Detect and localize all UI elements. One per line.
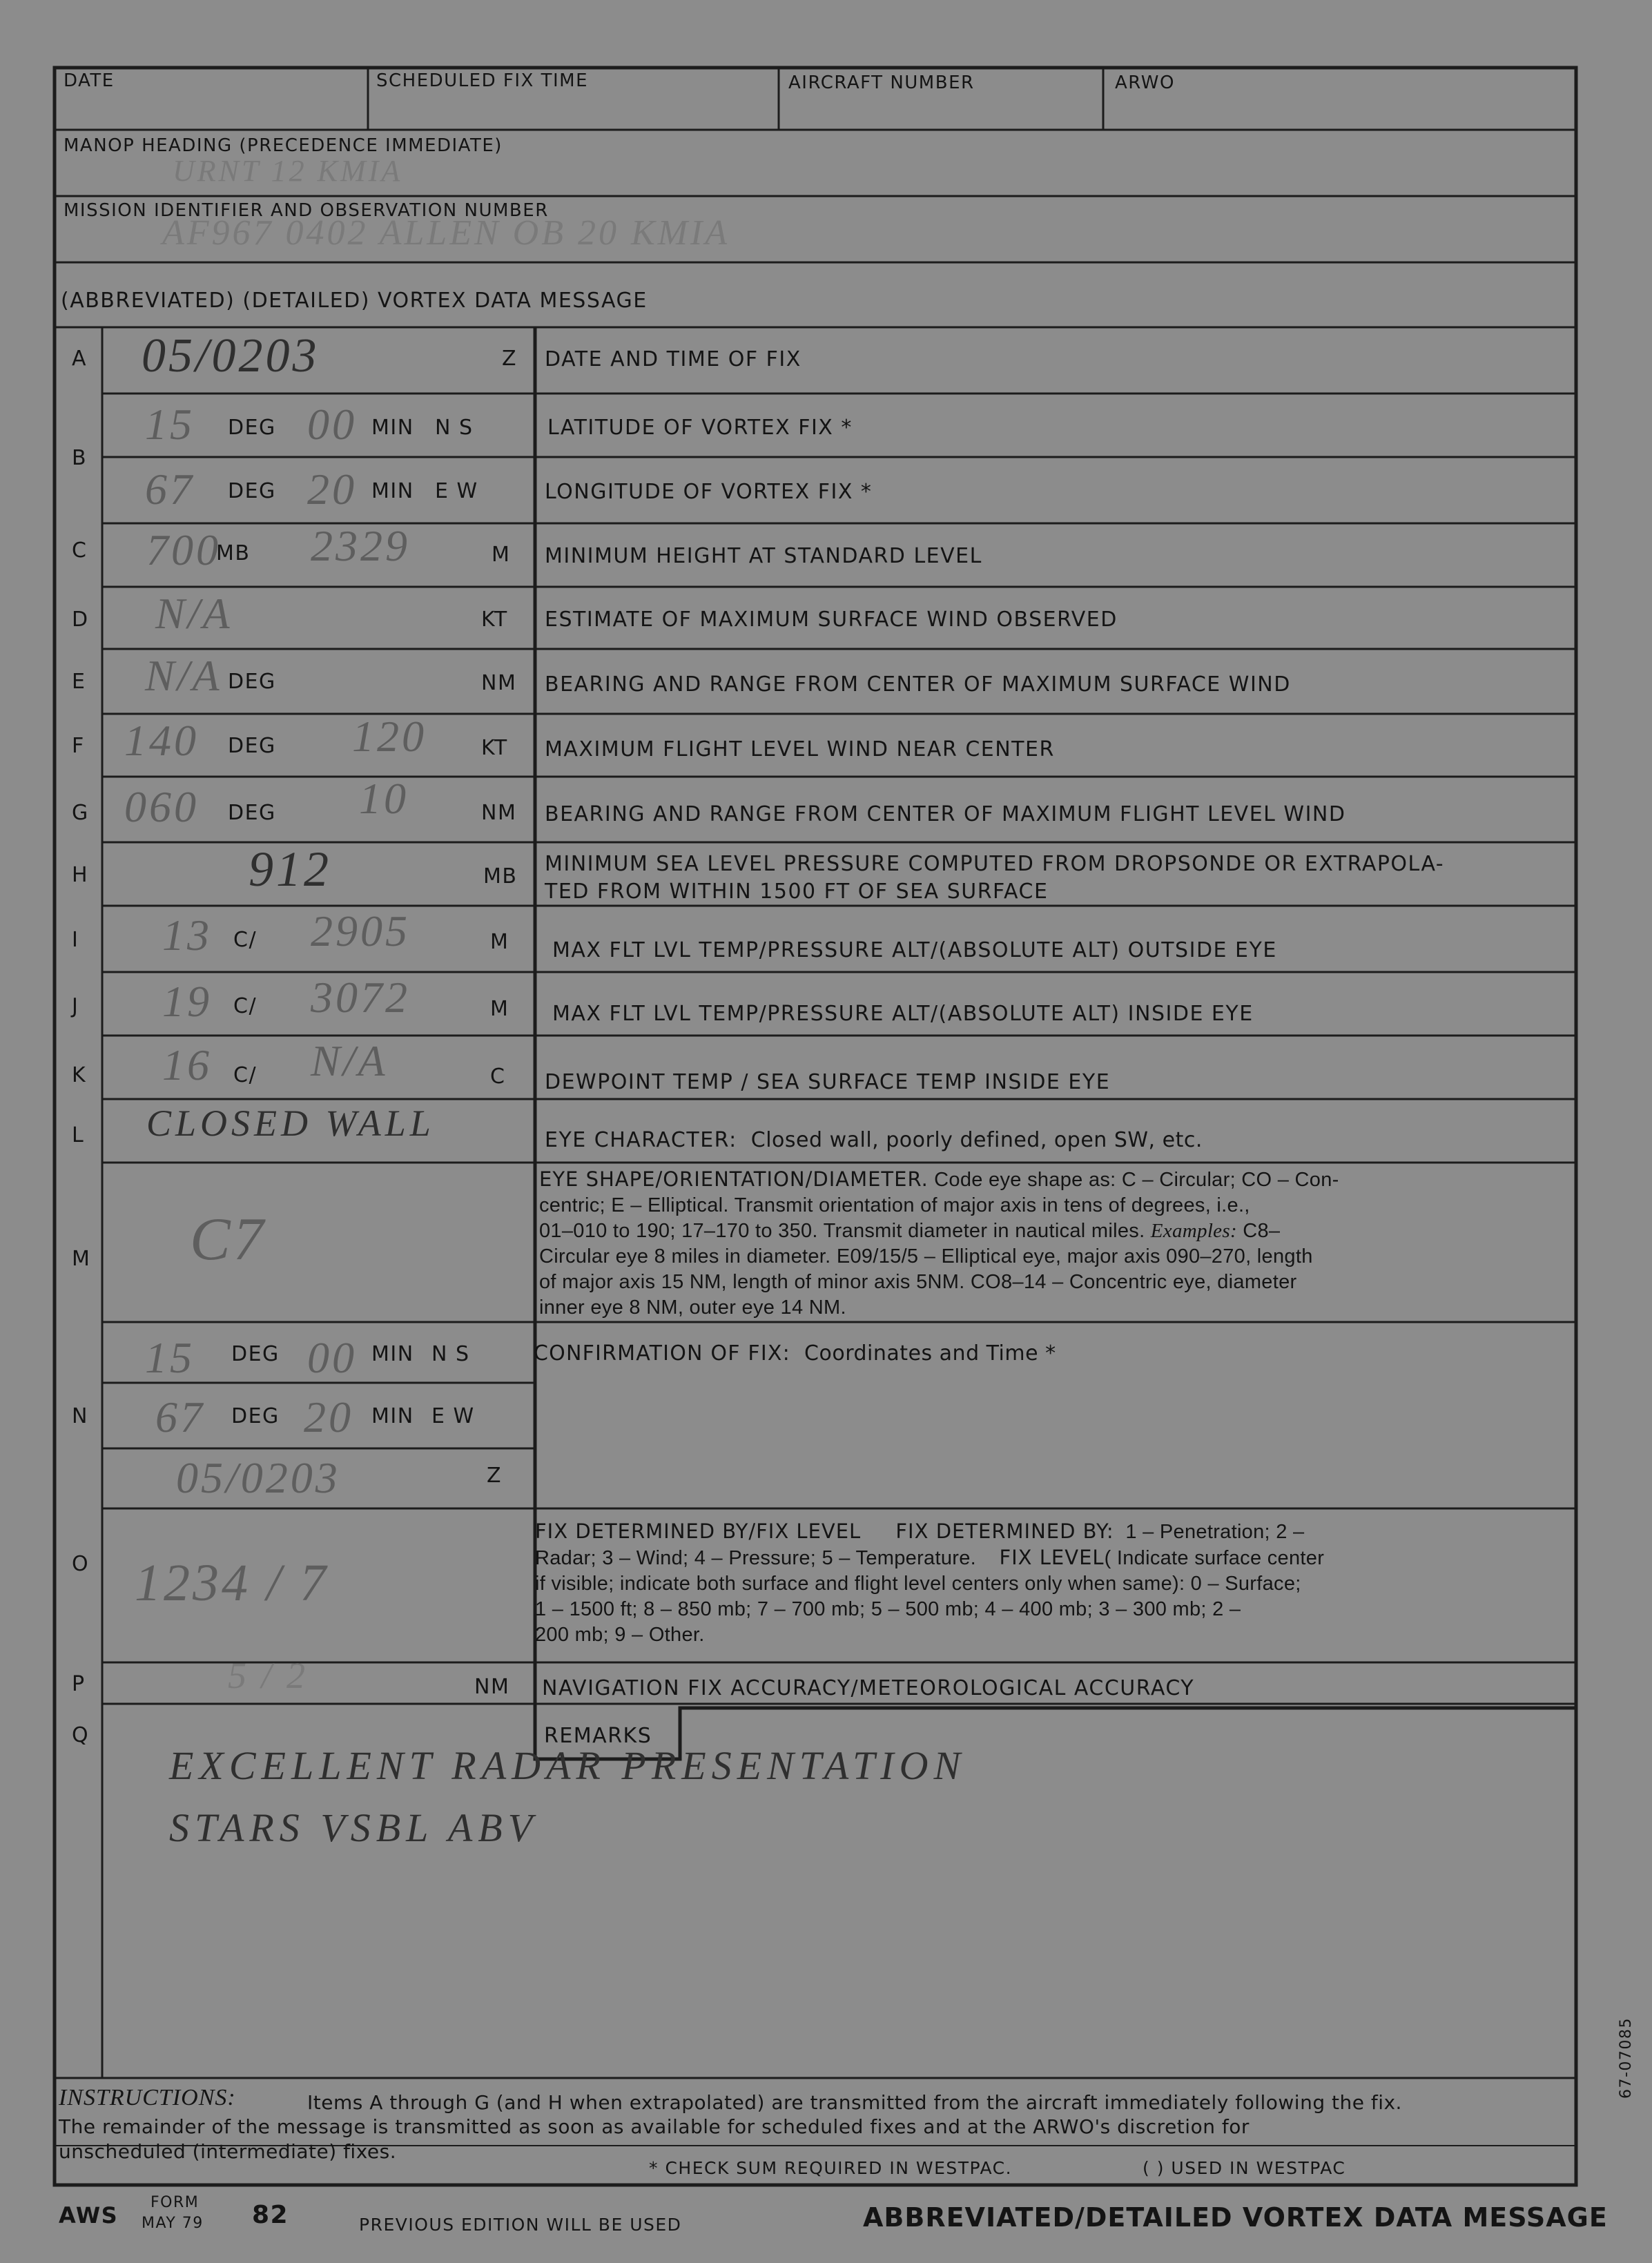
aircraft-number-label: AIRCRAFT NUMBER (788, 72, 975, 93)
unit-nm-g: NM (481, 801, 517, 825)
used-in-westpac-note: ( ) USED IN WESTPAC (1143, 2158, 1346, 2178)
row-letter-o: O (72, 1552, 88, 1576)
desc-m-1: Code eye shape as: C – Circular; CO – Con- (934, 1169, 1339, 1191)
fl-wind-bearing-value: 060 (124, 782, 199, 831)
min-label-n1: MIN (371, 1342, 414, 1366)
desc-m-3b: Examples: (1150, 1220, 1237, 1242)
ew-label-n2: E W (431, 1404, 475, 1428)
fl-wind-range-value: 10 (359, 774, 409, 823)
desc-o-1a: FIX DETERMINED BY/FIX LEVEL (535, 1519, 862, 1543)
row-letter-k: K (72, 1063, 86, 1087)
desc-n-caps: CONFIRMATION OF FIX: (534, 1341, 790, 1366)
row-letter-m: M (72, 1247, 90, 1271)
longitude-deg-value: 67 (145, 465, 195, 514)
deg-label-b1: DEG (228, 416, 276, 440)
desc-m (539, 1167, 1571, 1321)
sched-fix-time-label: SCHEDULED FIX TIME (376, 70, 588, 91)
min-label-n2: MIN (371, 1404, 414, 1428)
row-letter-f: F (72, 734, 84, 758)
desc-h-2: TED FROM WITHIN 1500 FT OF SEA SURFACE (545, 880, 1049, 904)
remarks-label: REMARKS (544, 1724, 652, 1748)
ns-label-n1: N S (431, 1342, 470, 1366)
min-label-b2: MIN (371, 479, 414, 503)
desc-f: MAXIMUM FLIGHT LEVEL WIND NEAR CENTER (545, 737, 1055, 761)
desc-m-5: of major axis 15 NM, length of minor axis 5NM. CO8–14 – Concentric eye, diameter (539, 1271, 1297, 1293)
ns-label-b1: N S (435, 416, 474, 440)
confirm-lat-min-value: 00 (307, 1333, 357, 1382)
mission-label: MISSION IDENTIFIER AND OBSERVATION NUMBER (64, 200, 549, 221)
desc-l-caps: EYE CHARACTER: (545, 1128, 737, 1152)
min-sea-level-pressure-value: 912 (249, 842, 331, 897)
fix-determined-value: 1234 / 7 (135, 1554, 329, 1612)
form-date: MAY 79 (142, 2215, 204, 2232)
form-label: FORM (150, 2194, 200, 2211)
row-letter-n: N (72, 1404, 88, 1428)
longitude-min-value: 20 (307, 465, 357, 514)
desc-l-rest: Closed wall, poorly defined, open SW, etc. (750, 1128, 1203, 1152)
unit-kt-d: KT (481, 608, 508, 632)
desc-m-3a: 01–010 to 190; 17–170 to 350. Transmit diameter in nautical miles. (539, 1220, 1145, 1242)
row-letter-h: H (72, 863, 88, 887)
accuracy-value: 5 / 2 (228, 1655, 309, 1696)
latitude-min-value: 00 (307, 400, 357, 449)
date-time-of-fix-value: 05/0203 (142, 329, 320, 382)
row-letter-l: L (72, 1123, 84, 1147)
c-label-k: C/ (233, 1063, 257, 1087)
row-letter-p: P (72, 1672, 85, 1696)
previous-edition-note: PREVIOUS EDITION WILL BE USED (359, 2215, 682, 2235)
unit-z-n: Z (487, 1464, 503, 1488)
desc-o-1b: FIX DETERMINED BY: (895, 1519, 1114, 1543)
desc-i: MAX FLT LVL TEMP/PRESSURE ALT/(ABSOLUTE ALT) OUTSIDE EYE (552, 938, 1277, 962)
desc-o-2a: Radar; 3 – Wind; 4 – Pressure; 5 – Temperature. (535, 1547, 976, 1569)
desc-o-3: if visible; indicate both surface and flight level centers only when same): 0 – Surface; (535, 1573, 1301, 1595)
row-letter-d: D (72, 608, 88, 632)
manop-value: URNT 12 KMIA (173, 154, 403, 188)
desc-o (535, 1519, 1574, 1648)
desc-m-3c: C8– (1243, 1220, 1281, 1242)
sea-surface-temp-value: N/A (311, 1036, 388, 1085)
message-title: (ABBREVIATED) (DETAILED) VORTEX DATA MESSAGE (61, 289, 648, 313)
side-form-code: 67-07085 (1617, 2017, 1635, 2099)
c-label-j: C/ (233, 994, 257, 1018)
unit-m-j: M (490, 997, 509, 1021)
confirm-lat-deg-value: 15 (145, 1333, 195, 1382)
deg-label-n1: DEG (231, 1342, 280, 1366)
confirm-lon-deg-value: 67 (155, 1392, 205, 1441)
outside-eye-temp-value: 13 (162, 911, 212, 960)
desc-a: DATE AND TIME OF FIX (545, 347, 801, 371)
check-sum-note: * CHECK SUM REQUIRED IN WESTPAC. (649, 2158, 1013, 2178)
instructions-line-2: The remainder of the message is transmitted as soon as available for scheduled fixes and at the ARWO's discretion for (59, 2115, 1250, 2138)
unit-m-c: M (492, 543, 511, 567)
row-letter-b: B (72, 446, 86, 470)
row-letter-j: J (72, 994, 78, 1018)
desc-o-2b: FIX LEVEL (999, 1546, 1105, 1569)
mission-value: AF967 0402 ALLEN OB 20 KMIA (162, 213, 730, 253)
row-letter-g: G (72, 801, 88, 825)
desc-b-lon: LONGITUDE OF VORTEX FIX * (545, 480, 873, 504)
aws-label: AWS (59, 2202, 119, 2228)
max-surface-wind-value: N/A (155, 589, 233, 638)
desc-e: BEARING AND RANGE FROM CENTER OF MAXIMUM SURFACE WIND (545, 672, 1291, 697)
deg-label-e: DEG (228, 670, 276, 694)
unit-nm-e: NM (481, 671, 517, 695)
unit-m-i: M (490, 930, 509, 954)
desc-j: MAX FLT LVL TEMP/PRESSURE ALT/(ABSOLUTE ALT) INSIDE EYE (552, 1002, 1254, 1026)
desc-k: DEWPOINT TEMP / SEA SURFACE TEMP INSIDE EYE (545, 1070, 1111, 1094)
desc-o-5: 200 mb; 9 – Other. (535, 1624, 705, 1646)
manop-label: MANOP HEADING (PRECEDENCE IMMEDIATE) (64, 135, 503, 156)
instructions-label: INSTRUCTIONS: (59, 2085, 236, 2110)
eye-shape-value: C7 (190, 1206, 266, 1273)
inside-eye-alt-value: 3072 (311, 973, 410, 1022)
remarks-line-1: EXCELLENT RADAR PRESENTATION (169, 1743, 966, 1788)
eye-character-value: CLOSED WALL (146, 1103, 435, 1144)
row-letter-i: I (72, 928, 78, 952)
outside-eye-alt-value: 2905 (311, 906, 410, 955)
instructions-line-1: Items A through G (and H when extrapolated) are transmitted from the aircraft immediately following the fix. (307, 2091, 1402, 2114)
desc-o-4: 1 – 1500 ft; 8 – 850 mb; 7 – 700 mb; 5 – 500 mb; 4 – 400 mb; 3 – 300 mb; 2 – (535, 1598, 1241, 1620)
row-letter-c: C (72, 538, 86, 563)
desc-m-6: inner eye 8 NM, outer eye 14 NM. (539, 1296, 846, 1319)
unit-c-k: C (490, 1065, 506, 1089)
deg-label-g: DEG (228, 801, 276, 825)
confirm-time-value: 05/0203 (176, 1453, 340, 1502)
desc-p: NAVIGATION FIX ACCURACY/METEOROLOGICAL ACCURACY (542, 1676, 1195, 1700)
desc-h-1: MINIMUM SEA LEVEL PRESSURE COMPUTED FROM DROPSONDE OR EXTRAPOLA- (545, 852, 1445, 876)
form-number: 82 (252, 2201, 289, 2229)
mb-label-c: MB (216, 541, 251, 565)
row-letter-e: E (72, 670, 85, 694)
c-label-i: C/ (233, 928, 257, 952)
arwo-label: ARWO (1115, 72, 1175, 93)
deg-label-b2: DEG (228, 479, 276, 503)
desc-d: ESTIMATE OF MAXIMUM SURFACE WIND OBSERVED (545, 608, 1118, 632)
desc-m-2: centric; E – Elliptical. Transmit orientation of major axis in tens of degrees, i.e., (539, 1194, 1250, 1216)
max-fl-wind-bearing-value: 140 (124, 716, 199, 765)
desc-n-rest: Coordinates and Time * (804, 1341, 1056, 1366)
desc-m-caps: EYE SHAPE/ORIENTATION/DIAMETER. (539, 1167, 929, 1191)
date-label: DATE (64, 70, 115, 91)
desc-b-lat: LATITUDE OF VORTEX FIX * (547, 416, 853, 440)
desc-l (545, 1128, 1203, 1152)
max-fl-wind-value: 120 (352, 712, 427, 761)
form-title: ABBREVIATED/DETAILED VORTEX DATA MESSAGE (863, 2202, 1608, 2233)
remarks-line-2: STARS VSBL ABV (169, 1805, 538, 1850)
desc-o-1c: 1 – Penetration; 2 – (1125, 1521, 1305, 1543)
confirm-lon-min-value: 20 (304, 1392, 353, 1441)
desc-o-2c: ( Indicate surface center (1104, 1547, 1325, 1569)
desc-n (534, 1341, 1056, 1366)
instructions-line-3: unscheduled (intermediate) fixes. (59, 2140, 397, 2163)
deg-label-f: DEG (228, 734, 276, 758)
row-letter-q: Q (72, 1723, 88, 1747)
unit-mb-h: MB (483, 864, 518, 888)
desc-m-4: Circular eye 8 miles in diameter. E09/15/5 – Elliptical eye, major axis 090–270, length (539, 1245, 1313, 1268)
desc-c: MINIMUM HEIGHT AT STANDARD LEVEL (545, 544, 982, 568)
desc-g: BEARING AND RANGE FROM CENTER OF MAXIMUM FLIGHT LEVEL WIND (545, 802, 1346, 826)
row-letter-a: A (72, 347, 86, 371)
unit-kt-f: KT (481, 736, 508, 760)
latitude-deg-value: 15 (145, 400, 195, 449)
unit-z-a: Z (502, 347, 518, 371)
unit-nm-p: NM (474, 1675, 510, 1699)
dewpoint-value: 16 (162, 1040, 212, 1089)
inside-eye-temp-value: 19 (162, 977, 212, 1026)
deg-label-n2: DEG (231, 1404, 280, 1428)
surface-wind-bearing-value: N/A (145, 651, 222, 700)
ew-label-b2: E W (435, 479, 478, 503)
min-label-b1: MIN (371, 416, 414, 440)
minimum-height-value: 2329 (311, 521, 410, 570)
standard-level-value: 700 (146, 525, 221, 574)
